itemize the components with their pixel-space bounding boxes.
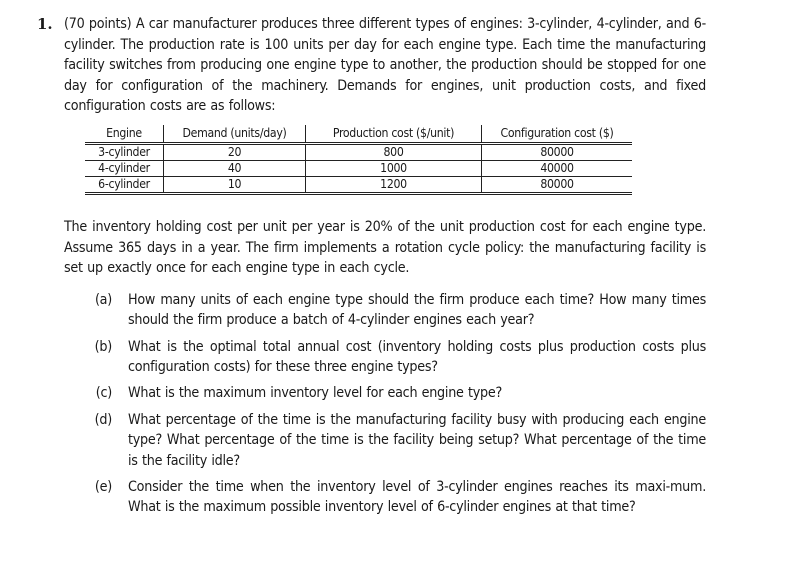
subquestion-text: What is the optimal total annual cost (inventory holding costs plus production costs plus configuration costs) for these three engine types? [128,338,706,375]
header-configuration-cost: Configuration cost ($) [500,125,614,140]
cell-demand: 10 [164,176,306,193]
subquestion-label: (e) [94,479,112,495]
subquestion-b [64,337,706,378]
problem-body: The inventory holding cost per unit per year is 20% of the unit production cost for each engine type. Assume 365 days in a year. The firm implements a rotation cycle policy: the manufacturing facility is set up exactly once for each engine type in each cycle. [64,218,706,277]
cell-demand: 40 [164,160,306,176]
subquestion-c [64,383,706,403]
problem-intro: (70 points) A car manufacturer produces three different types of engines: 3-cylinder, 4-cylinder, and 6-cylinder. The production rate is 100 units per day for each engine type. Each time the manufacturing facility switches from producing one engine type to another, the production should be stopped for one day for configuration of the machinery. Demands for engines, unit production costs, and fixed configuration costs are as follows: [64,16,706,115]
subquestion-text: Consider the time when the inventory level of 3-cylinder engines reaches its maxi-mum. What is the maximum possible inventory level of 6-cylinder engines at that time? [128,479,706,516]
cell-engine: 4-cylinder [85,160,164,176]
cell-engine: 3-cylinder [85,143,164,160]
subquestion-text: What percentage of the time is the manufacturing facility busy with producing each engine type? What percentage of the time is the facility being setup? What percentage of the time is the facility idle? [128,411,706,469]
problem-number: 1. [37,15,53,33]
cell-production-cost: 800 [306,143,482,160]
subquestion-text: What is the maximum inventory level for each engine type? [128,385,502,402]
subquestion-label: (c) [95,385,112,402]
table-row [85,143,632,160]
subquestion-label: (d) [94,411,112,428]
problem-1 [37,14,706,534]
engine-data-table-wrapper [85,125,706,195]
header-production-cost: Production cost ($/unit) [306,125,482,144]
cell-configuration-cost: 40000 [540,160,574,175]
cell-configuration-cost: 80000 [540,176,574,191]
subquestion-list [64,290,706,518]
subquestion-label: (a) [94,291,112,308]
cell-production-cost: 1000 [306,160,482,176]
cell-demand: 20 [164,143,306,160]
subquestion-d [64,410,706,471]
subquestion-label: (b) [94,338,112,355]
table-header-row [85,125,632,144]
cell-configuration-cost: 80000 [540,144,574,159]
table-row [85,176,632,193]
subquestion-e [64,477,706,518]
subquestion-text: How many units of each engine type should the firm produce each time? How many times should the firm produce a batch of 4-cylinder engines each year? [128,291,706,329]
cell-engine: 6-cylinder [85,176,164,193]
cell-production-cost: 1200 [306,176,482,193]
subquestion-a [64,290,706,331]
header-engine: Engine [85,125,164,144]
header-demand: Demand (units/day) [164,125,306,144]
engine-data-table [85,125,632,195]
table-row [85,160,632,176]
